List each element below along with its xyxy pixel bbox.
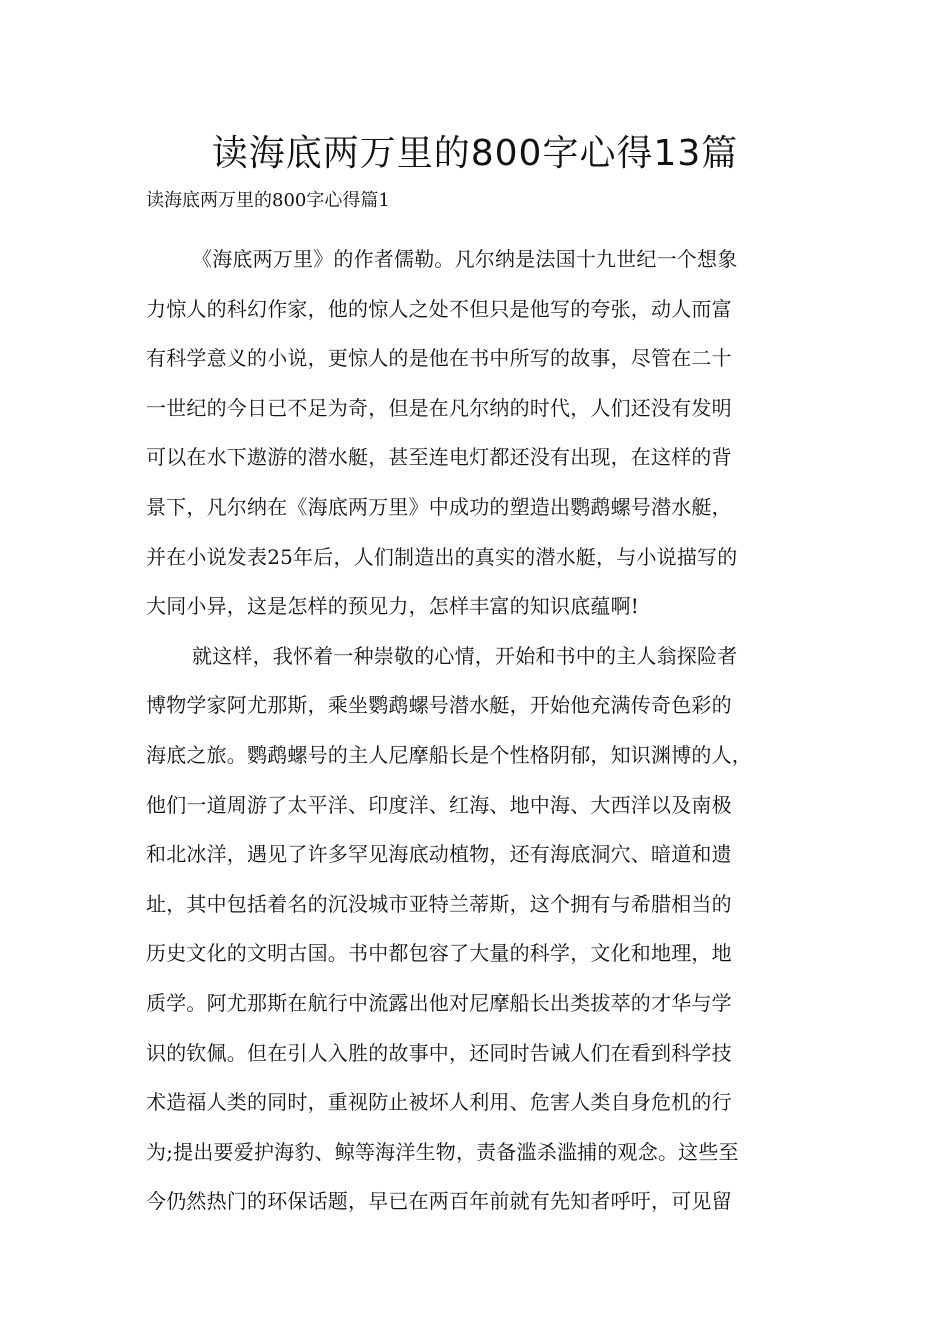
text-line: 海底之旅。鹦鹉螺号的主人尼摩船长是个性格阴郁，知识渊博的人， <box>146 742 752 767</box>
text-line: 就这样，我怀着一种崇敬的心情，开始和书中的主人翁探险者 <box>192 643 738 668</box>
text-line: 并在小说发表25年后，人们制造出的真实的潜水艇，与小说描写的 <box>146 544 738 569</box>
text-line: 术造福人类的同时，重视防止被坏人利用、危害人类自身危机的行 <box>146 1090 732 1115</box>
text-line: 址，其中包括着名的沉没城市亚特兰蒂斯，这个拥有与希腊相当的 <box>146 891 732 916</box>
text-line: 《海底两万里》的作者儒勒。凡尔纳是法国十九世纪一个想象 <box>192 247 738 271</box>
text-line: 大同小异，这是怎样的预见力，怎样丰富的知识底蕴啊! <box>146 594 640 619</box>
text-line: 力惊人的科幻作家，他的惊人之处不但只是他写的夸张，动人而富 <box>146 296 732 321</box>
text-line: 今仍然热门的环保话题，早已在两百年前就有先知者呼吁，可见留 <box>146 1189 732 1214</box>
text-line: 一世纪的今日已不足为奇，但是在凡尔纳的时代，人们还没有发明 <box>146 395 732 420</box>
document-title: 读海底两万里的800字心得13篇 <box>211 133 739 174</box>
text-line: 景下，凡尔纳在《海底两万里》中成功的塑造出鹦鹉螺号潜水艇， <box>146 494 732 519</box>
text-line: 可以在水下遨游的潜水艇，甚至连电灯都还没有出现，在这样的背 <box>146 445 732 470</box>
text-line: 历史文化的文明古国。书中都包容了大量的科学，文化和地理，地 <box>146 941 732 966</box>
text-line: 识的钦佩。但在引人入胜的故事中，还同时告诫人们在看到科学技 <box>146 1040 732 1065</box>
text-line: 博物学家阿尤那斯，乘坐鹦鹉螺号潜水艇，开始他充满传奇色彩的 <box>146 693 732 718</box>
text-line: 质学。阿尤那斯在航行中流露出他对尼摩船长出类拔萃的才华与学 <box>146 990 732 1015</box>
text-line: 和北冰洋，遇见了许多罕见海底动植物，还有海底洞穴、暗道和遗 <box>146 842 732 867</box>
text-line: 有科学意义的小说，更惊人的是他在书中所写的故事，尽管在二十 <box>146 346 732 371</box>
text-line: 他们一道周游了太平洋、印度洋、红海、地中海、大西洋以及南极 <box>146 792 732 817</box>
body-text <box>146 235 826 1227</box>
text-line: 为;提出要爱护海豹、鲸等海洋生物，责备滥杀滥捕的观念。这些至 <box>146 1139 739 1164</box>
section-heading: 读海底两万里的800字心得篇1 <box>146 190 390 211</box>
